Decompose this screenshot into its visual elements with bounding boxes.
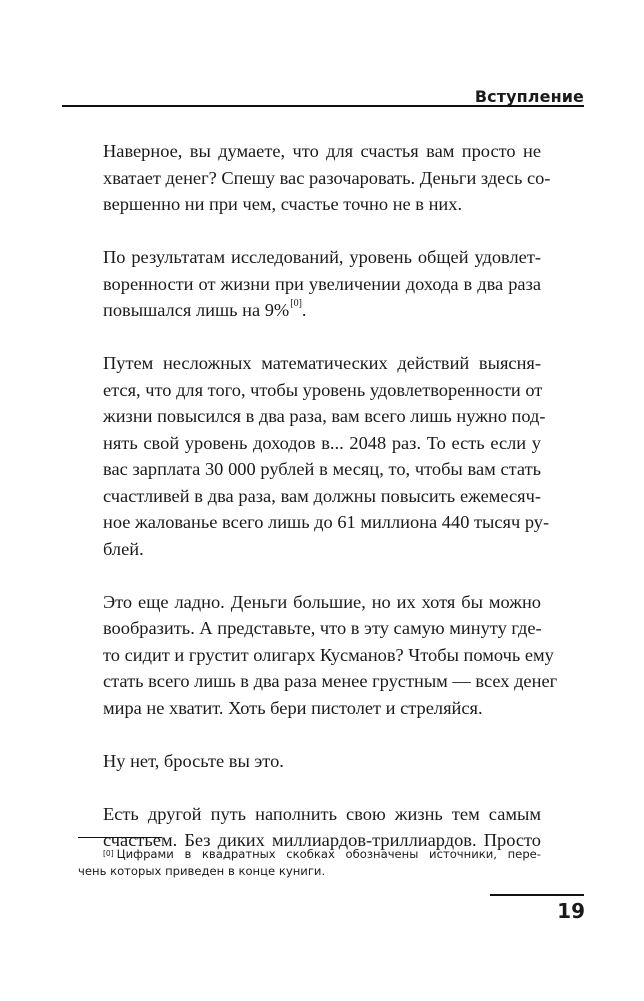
text-line: стать всего лишь в два раза менее грустным — всех денег (103, 671, 558, 691)
text-line: По результатам исследований, уровень общей удовлет- (103, 247, 541, 267)
footnote-line (103, 846, 541, 863)
text-line-with-ref (103, 297, 541, 324)
text-line: ное жалованье всего лишь до 61 миллиона 440 тысяч ру- (103, 512, 550, 532)
text-line: воренности от жизни при увеличении дохода в два раза (103, 273, 541, 294)
footnote-marker: [0] (103, 849, 114, 858)
text-line: блей. (103, 538, 144, 559)
footnote-line: чень которых приведен в конце куниги. (78, 864, 326, 878)
footnote-ref: [0] (290, 298, 302, 309)
text-line: хватает денег? Спешу вас разочаровать. Деньги здесь со- (103, 167, 551, 188)
paragraph-2 (103, 244, 541, 324)
text-fragment: повышался лишь на 9% (103, 300, 290, 320)
text-line: жизни повысился в два раза, вам всего лишь нужно под- (103, 406, 546, 426)
paragraph-4 (103, 589, 558, 722)
text-line: вообразить. А представьте, что в эту самую минуту где- (103, 618, 542, 638)
running-head: Вступление (474, 87, 584, 106)
text-line: Наверное, вы думаете, что для счастья вам просто не (103, 141, 541, 161)
text-line: Есть другой путь наполнить свою жизнь тем самым (103, 803, 541, 824)
paragraph-5 (103, 748, 541, 775)
text-line: вас зарплата 30 000 рублей в месяц, то, чтобы вам стать (103, 459, 541, 479)
paragraph-1 (103, 138, 551, 218)
text-line: счастьем. Без диких миллиардов-триллиардов. Просто (103, 830, 541, 850)
text-line: счастливей в два раза, вам должны повысить ежемесяч- (103, 485, 541, 506)
text-line: Путем несложных математических действий выясня- (103, 353, 541, 373)
text-line: Ну нет, бросьте вы это. (103, 750, 284, 771)
text-line: Это еще ладно. Деньги большие, но их хотя бы можно (103, 591, 541, 612)
text-line: вершенно ни при чем, счастье точно не в них. (103, 194, 463, 214)
text-line: то сидит и грустит олигарх Кусманов? Чтобы помочь ему (103, 644, 554, 665)
footnote-text: Цифрами в квадратных скобках обозначены источники, пере- (116, 847, 541, 861)
footnote-rule (78, 837, 162, 838)
header-rule (62, 105, 584, 107)
page-number: 19 (557, 899, 585, 923)
text-fragment: . (301, 300, 307, 320)
body-text (103, 138, 558, 880)
text-line: мира не хватит. Хоть бери пистолет и стреляйся. (103, 697, 483, 718)
text-line: нять свой уровень доходов в... 2048 раз. То есть если у (103, 432, 541, 453)
footnote (78, 846, 541, 880)
folio-rule (490, 894, 584, 896)
paragraph-3 (103, 350, 550, 562)
text-line: ется, что для того, чтобы уровень удовлетворенности от (103, 379, 543, 400)
